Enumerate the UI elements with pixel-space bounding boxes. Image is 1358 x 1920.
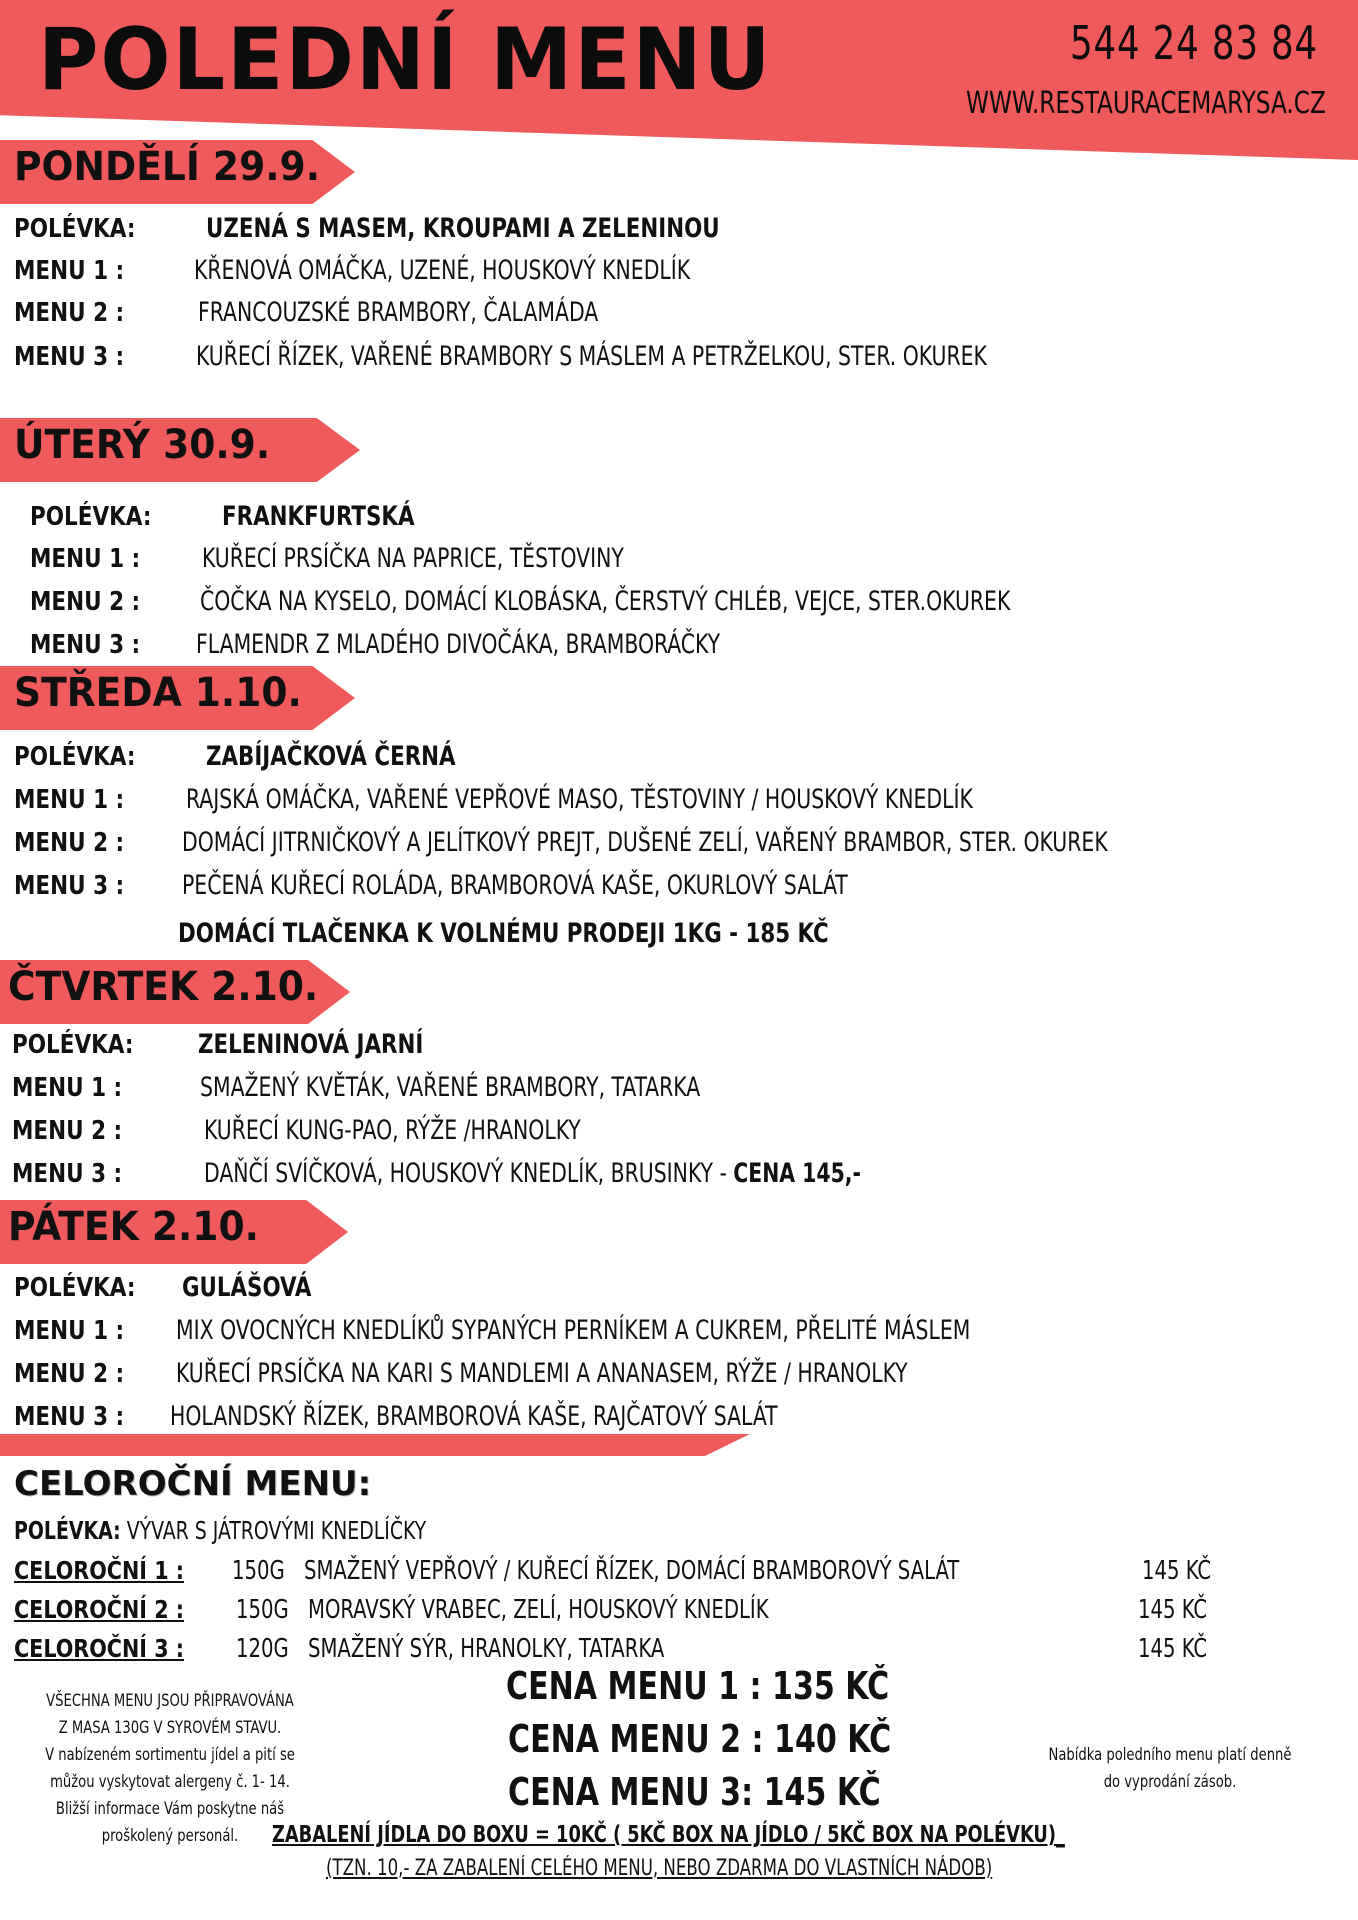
menu2-monday: FRANCOUZSKÉ BRAMBORY, ČALAMÁDA (198, 297, 599, 328)
note-line: Bližší informace Vám poskytne náš (55, 1799, 285, 1819)
page-title: POLEDNÍ MENU (38, 10, 773, 110)
yearly-soup (14, 1516, 426, 1545)
menu3-label: MENU 3 : (12, 1159, 123, 1189)
menu3-thursday (204, 1158, 861, 1189)
menu3-thursday-dish: DAŇČÍ SVÍČKOVÁ, HOUSKOVÝ KNEDLÍK, BRUSINKY - (204, 1158, 734, 1189)
day-title-thursday: ČTVRTEK 2.10. (8, 964, 319, 1010)
menu2-label: MENU 2 : (30, 587, 141, 617)
note-line: proškolený personál. (101, 1826, 239, 1846)
menu2-label: MENU 2 : (14, 828, 125, 858)
menu2-wednesday: DOMÁCÍ JITRNIČKOVÝ A JELÍTKOVÝ PREJT, DUŠENÉ ZELÍ, VAŘENÝ BRAMBOR, STER. OKUREK (182, 827, 1108, 858)
menu1-monday: KŘENOVÁ OMÁČKA, UZENÉ, HOUSKOVÝ KNEDLÍK (194, 255, 691, 286)
validity-note (1010, 1742, 1330, 1796)
yearly-item-price: 145 KČ (1138, 1634, 1208, 1664)
menu1-label: MENU 1 : (12, 1073, 123, 1103)
menu1-wednesday: RAJSKÁ OMÁČKA, VAŘENÉ VEPŘOVÉ MASO, TĚSTOVINY / HOUSKOVÝ KNEDLÍK (186, 784, 973, 815)
day-title-monday: PONDĚLÍ 29.9. (14, 144, 320, 190)
soup-wednesday: ZABÍJAČKOVÁ ČERNÁ (206, 741, 456, 772)
yearly-item-price: 145 KČ (1142, 1556, 1212, 1586)
soup-monday: UZENÁ S MASEM, KROUPAMI A ZELENINOU (206, 213, 720, 244)
menu3-tuesday: FLAMENDR Z MLADÉHO DIVOČÁKA, BRAMBORÁČKY (196, 629, 721, 660)
menu3-friday: HOLANDSKÝ ŘÍZEK, BRAMBOROVÁ KAŠE, RAJČATOVÝ SALÁT (170, 1401, 778, 1432)
menu1-friday: MIX OVOCNÝCH KNEDLÍKŮ SYPANÝCH PERNÍKEM A CUKREM, PŘELITÉ MÁSLEM (176, 1315, 971, 1346)
section-divider (0, 1434, 750, 1456)
yearly-item-dish: MORAVSKÝ VRABEC, ZELÍ, HOUSKOVÝ KNEDLÍK (308, 1595, 769, 1625)
note-line: můžou vyskytovat alergeny č. 1- 14. (50, 1772, 290, 1792)
yearly-soup-label: POLÉVKA: (14, 1516, 121, 1545)
yearly-soup-value: VÝVAR S JÁTROVÝMI KNEDLÍČKY (120, 1516, 427, 1545)
menu1-label: MENU 1 : (14, 256, 125, 286)
menu3-wednesday: PEČENÁ KUŘECÍ ROLÁDA, BRAMBOROVÁ KAŠE, OKURLOVÝ SALÁT (182, 870, 848, 901)
special-note-wednesday: DOMÁCÍ TLAČENKA K VOLNÉMU PRODEJI 1KG - 185 KČ (178, 918, 829, 949)
yearly-item-label: CELOROČNÍ 3 : (14, 1634, 185, 1663)
box-packaging-info: ZABALENÍ JÍDLA DO BOXU = 10KČ ( 5KČ BOX NA JÍDLO / 5KČ BOX NA POLÉVKU)_ (272, 1822, 1065, 1848)
menu1-label: MENU 1 : (14, 785, 125, 815)
day-title-wednesday: STŘEDA 1.10. (14, 670, 302, 716)
website-url: WWW.RESTAURACEMARYSA.CZ (966, 86, 1326, 121)
menu1-thursday: SMAŽENÝ KVĚTÁK, VAŘENÉ BRAMBORY, TATARKA (200, 1072, 701, 1103)
menu3-label: MENU 3 : (30, 630, 141, 660)
note-line: Z MASA 130G V SYROVÉM STAVU. (58, 1718, 282, 1738)
price-menu-3: CENA MENU 3: 145 KČ (508, 1770, 881, 1814)
yearly-item-label: CELOROČNÍ 2 : (14, 1595, 185, 1624)
menu3-thursday-price: CENA 145,- (733, 1158, 862, 1189)
phone-number: 544 24 83 84 (1070, 16, 1318, 70)
soup-label: POLÉVKA: (14, 214, 136, 244)
note-line: Nabídka poledního menu platí denně (1048, 1745, 1292, 1765)
soup-label: POLÉVKA: (30, 502, 152, 532)
menu3-label: MENU 3 : (14, 1402, 125, 1432)
menu2-label: MENU 2 : (14, 1359, 125, 1389)
note-line: do vyprodání zásob. (1103, 1772, 1237, 1792)
soup-label: POLÉVKA: (14, 1273, 136, 1303)
menu2-label: MENU 2 : (14, 298, 125, 328)
soup-thursday: ZELENINOVÁ JARNÍ (198, 1029, 424, 1060)
yearly-item-weight: 150G (232, 1556, 285, 1586)
yearly-item-price: 145 KČ (1138, 1595, 1208, 1625)
yearly-item-dish: SMAŽENÝ VEPŘOVÝ / KUŘECÍ ŘÍZEK, DOMÁCÍ BRAMBOROVÝ SALÁT (304, 1556, 960, 1586)
soup-tuesday: FRANKFURTSKÁ (222, 501, 415, 532)
soup-label: POLÉVKA: (14, 742, 136, 772)
menu1-label: MENU 1 : (14, 1316, 125, 1346)
menu1-label: MENU 1 : (30, 544, 141, 574)
menu2-thursday: KUŘECÍ KUNG-PAO, RÝŽE /HRANOLKY (204, 1115, 581, 1146)
menu2-label: MENU 2 : (12, 1116, 123, 1146)
note-line: V nabízeném sortimentu jídel a pití se (45, 1745, 295, 1765)
soup-friday: GULÁŠOVÁ (182, 1272, 312, 1303)
price-menu-1: CENA MENU 1 : 135 KČ (506, 1664, 890, 1708)
day-title-tuesday: ÚTERÝ 30.9. (14, 422, 271, 468)
yearly-item-weight: 120G (236, 1634, 289, 1664)
menu3-monday: KUŘECÍ ŘÍZEK, VAŘENÉ BRAMBORY S MÁSLEM A PETRŽELKOU, STER. OKUREK (196, 341, 987, 372)
yearly-item-weight: 150G (236, 1595, 289, 1625)
yearly-item-dish: SMAŽENÝ SÝR, HRANOLKY, TATARKA (308, 1634, 665, 1664)
menu2-friday: KUŘECÍ PRSÍČKA NA KARI S MANDLEMI A ANANASEM, RÝŽE / HRANOLKY (176, 1358, 908, 1389)
price-menu-2: CENA MENU 2 : 140 KČ (508, 1717, 892, 1761)
note-line: VŠECHNA MENU JSOU PŘIPRAVOVÁNA (46, 1691, 294, 1711)
menu3-label: MENU 3 : (14, 871, 125, 901)
soup-label: POLÉVKA: (12, 1030, 134, 1060)
day-title-friday: PÁTEK 2.10. (8, 1204, 259, 1250)
yearly-item-label: CELOROČNÍ 1 : (14, 1556, 185, 1585)
menu2-tuesday: ČOČKA NA KYSELO, DOMÁCÍ KLOBÁSKA, ČERSTVÝ CHLÉB, VEJCE, STER.OKUREK (200, 586, 1011, 617)
box-packaging-note: (TZN. 10,- ZA ZABALENÍ CELÉHO MENU, NEBO ZDARMA DO VLASTNÍCH NÁDOB) (326, 1856, 993, 1881)
yearly-menu-title: CELOROČNÍ MENU: (14, 1464, 372, 1504)
menu1-tuesday: KUŘECÍ PRSÍČKA NA PAPRICE, TĚSTOVINY (202, 543, 624, 574)
menu3-label: MENU 3 : (14, 342, 125, 372)
